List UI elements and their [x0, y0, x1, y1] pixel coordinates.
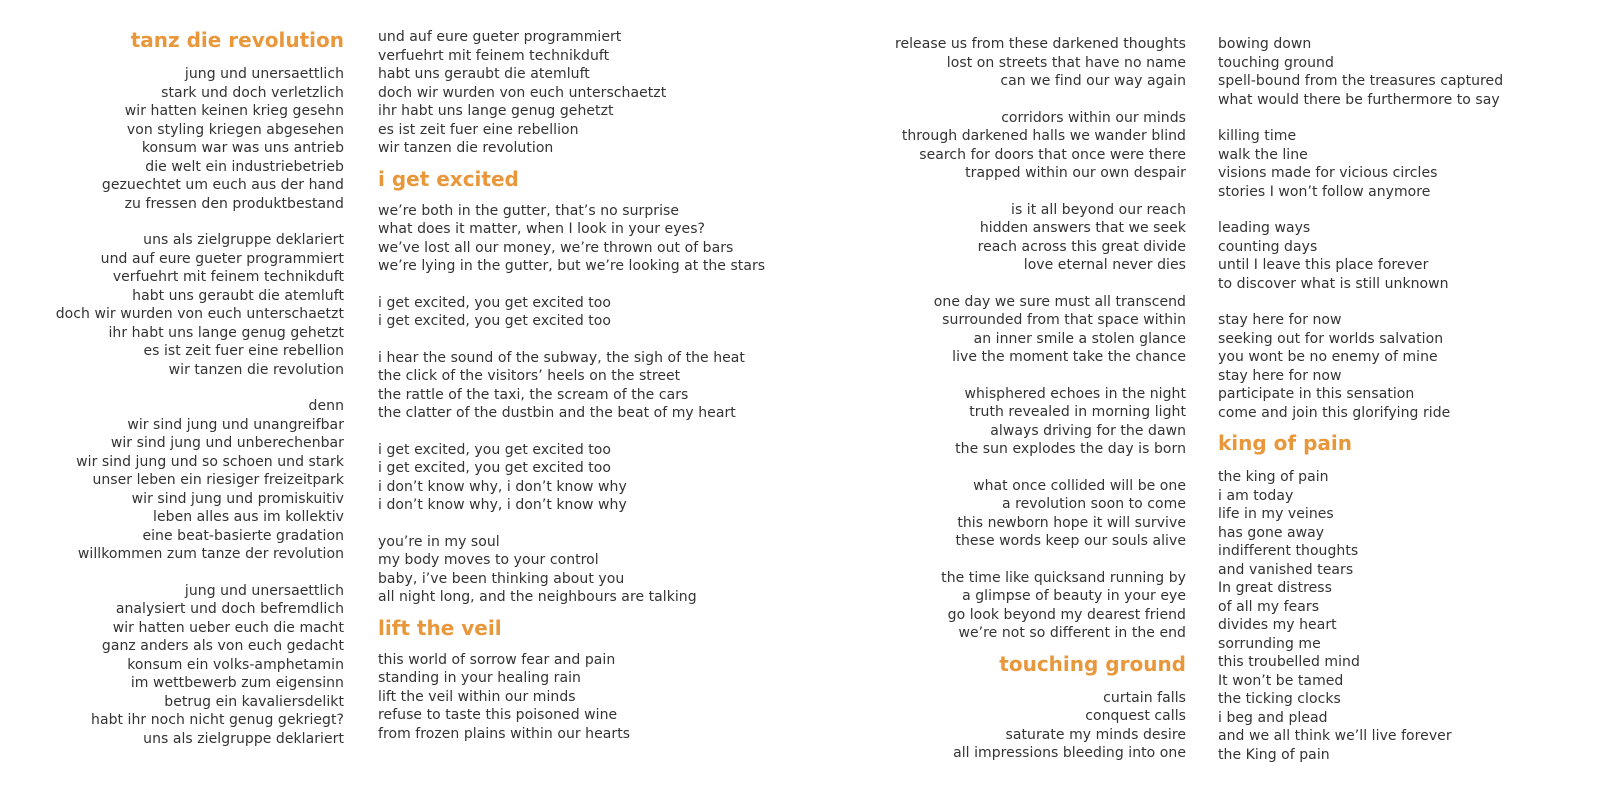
stanza: [378, 533, 818, 607]
lyric-line: wir sind jung und so schoen und stark: [76, 453, 344, 470]
lyric-line: wir hatten keinen krieg gesehn: [124, 103, 344, 119]
stanza: [860, 569, 1186, 643]
lyric-line: unser leben ein riesiger freizeitpark: [92, 472, 344, 488]
lyric-line: standing in your healing rain: [378, 670, 581, 686]
lyric-line: we’re both in the gutter, that’s no surprise: [378, 202, 680, 219]
lyric-line: an inner smile a stolen glance: [973, 330, 1186, 347]
lyric-line: of all my fears: [1218, 598, 1320, 615]
stanza: [860, 201, 1186, 275]
stanza: [40, 231, 344, 379]
lyric-line: corridors within our minds: [1001, 109, 1186, 126]
lyric-line: i beg and plead: [1218, 709, 1328, 726]
lyric-line: search for doors that once were there: [919, 146, 1186, 163]
lyric-line: doch wir wurden von euch unterschaetzt: [378, 84, 667, 101]
lyric-line: bowing down: [1218, 36, 1312, 52]
lyric-line: love eternal never dies: [1023, 257, 1186, 273]
lyric-line: all impressions bleeding into one: [953, 745, 1186, 761]
lyric-line: curtain falls: [1103, 689, 1186, 706]
lyric-line: and we all think we’ll live forever: [1218, 728, 1452, 744]
lyric-line: divides my heart: [1218, 617, 1337, 633]
lyric-line: truth revealed in morning light: [969, 404, 1186, 420]
lyric-line: killing time: [1218, 128, 1297, 144]
lyric-line: i get excited, you get excited too: [378, 441, 612, 458]
lyric-line: this newborn hope it will survive: [957, 514, 1186, 531]
lyric-line: release us from these darkened thoughts: [894, 36, 1186, 52]
lyric-line: what does it matter, when I look in your eyes?: [378, 221, 706, 237]
song-title-i-get-excited: i get excited: [378, 166, 519, 191]
lyric-line: we’re not so different in the end: [958, 625, 1186, 641]
stanza: [40, 65, 344, 213]
lyric-line: life in my veines: [1218, 506, 1334, 522]
lyric-line: live the moment take the chance: [952, 349, 1186, 365]
lyric-line: visions made for vicious circles: [1218, 165, 1438, 181]
lyric-line: spell-bound from the treasures captured: [1218, 73, 1504, 89]
lyric-line: seeking out for worlds salvation: [1218, 330, 1444, 347]
lyric-line: uns als zielgruppe deklariert: [143, 232, 344, 248]
stanza: [378, 349, 818, 423]
lyric-line: leading ways: [1218, 220, 1311, 236]
lyric-line: the ticking clocks: [1218, 691, 1341, 707]
lyric-line: lost on streets that have no name: [946, 54, 1186, 71]
lyric-line: i get excited, you get excited too: [378, 460, 612, 476]
lyric-line: the clatter of the dustbin and the beat of my heart: [378, 405, 736, 421]
stanza: [378, 294, 818, 331]
stanza: [1218, 311, 1588, 422]
lyric-line: betrug ein kavaliersdelikt: [164, 693, 344, 710]
lyric-line: analysiert und doch befremdlich: [115, 601, 344, 617]
stanza: [1218, 35, 1588, 109]
lyric-line: wir sind jung und unberechenbar: [110, 435, 344, 451]
lyric-line: habt uns geraubt die atemluft: [378, 66, 590, 82]
lyric-line: es ist zeit fuer eine rebellion: [378, 121, 579, 138]
lyric-line: sorrunding me: [1218, 635, 1321, 652]
lyric-line: ganz anders als von euch gedacht: [101, 638, 344, 654]
lyric-line: gezuechtet um euch aus der hand: [101, 177, 344, 193]
stanza: [378, 651, 818, 744]
lyric-line: eine beat-basierte gradation: [142, 527, 344, 544]
lyric-line: go look beyond my dearest friend: [947, 606, 1186, 623]
lyric-line: walk the line: [1218, 146, 1308, 163]
lyric-line: i hear the sound of the subway, the sigh of the heat: [378, 349, 745, 366]
lyric-line: the king of pain: [1218, 469, 1329, 485]
stanza: [860, 689, 1186, 763]
lyrics-column-3: [860, 35, 1186, 763]
song-title-touching-ground: touching ground: [999, 651, 1186, 676]
lyric-line: you’re in my soul: [378, 533, 500, 550]
lyric-line: until I leave this place forever: [1218, 257, 1429, 273]
lyric-line: always driving for the dawn: [990, 422, 1186, 439]
lyric-line: uns als zielgruppe deklariert: [143, 730, 344, 747]
lyric-line: i am today: [1218, 487, 1294, 504]
lyric-line: wir sind jung und unangreifbar: [127, 416, 344, 433]
stanza: [1218, 127, 1588, 201]
lyric-line: refuse to taste this poisoned wine: [378, 707, 618, 723]
lyric-line: jung und unersaettlich: [184, 66, 344, 82]
lyric-line: konsum ein volks-amphetamin: [127, 656, 344, 673]
lyric-line: konsum war was uns antrieb: [141, 140, 344, 156]
lyric-line: wir sind jung und promiskuitiv: [131, 490, 344, 507]
lyric-line: surrounded from that space within: [942, 312, 1186, 328]
lyric-line: von styling kriegen abgesehen: [126, 121, 344, 138]
song-title-lift-the-veil: lift the veil: [378, 615, 502, 640]
lyric-line: stay here for now: [1218, 312, 1342, 328]
lyric-line: i get excited, you get excited too: [378, 313, 612, 329]
lyric-line: has gone away: [1218, 524, 1325, 541]
stanza: [40, 582, 344, 749]
lyric-line: one day we sure must all transcend: [933, 293, 1186, 310]
lyric-line: all night long, and the neighbours are talking: [378, 589, 697, 605]
lyric-line: willkommen zum tanze der revolution: [77, 546, 344, 562]
lyric-line: im wettbewerb zum eigensinn: [130, 675, 344, 691]
lyric-line: the time like quicksand running by: [941, 569, 1186, 586]
lyric-line: i get excited, you get excited too: [378, 294, 612, 311]
stanza: [1218, 468, 1588, 764]
lyric-line: und auf eure gueter programmiert: [378, 29, 622, 45]
lyric-line: verfuehrt mit feinem technikduft: [378, 47, 610, 64]
stanza: [860, 385, 1186, 459]
lyric-line: stay here for now: [1218, 367, 1342, 384]
lyric-line: stark und doch verletzlich: [161, 84, 344, 101]
lyric-line: stories I won’t follow anymore: [1218, 183, 1431, 200]
lyric-line: es ist zeit fuer eine rebellion: [143, 343, 344, 359]
song-title-tanz-die-revolution: tanz die revolution: [130, 28, 344, 52]
lyric-line: jung und unersaettlich: [184, 582, 344, 599]
lyric-line: the sun explodes the day is born: [955, 441, 1186, 457]
lyric-line: ihr habt uns lange genug gehetzt: [378, 103, 614, 119]
lyric-line: can we find our way again: [1000, 73, 1186, 89]
lyric-line: saturate my minds desire: [1005, 726, 1186, 743]
lyric-line: to discover what is still unknown: [1218, 275, 1449, 292]
lyric-line: die welt ein industriebetrieb: [145, 158, 344, 175]
lyric-line: baby, i’ve been thinking about you: [378, 570, 625, 587]
lyric-line: this troubelled mind: [1218, 654, 1360, 670]
lyric-line: und auf eure gueter programmiert: [100, 250, 344, 267]
lyric-line: what once collided will be one: [973, 477, 1186, 494]
lyric-line: lift the veil within our minds: [378, 688, 576, 705]
stanza: [860, 35, 1186, 91]
lyric-line: zu fressen den produktbestand: [124, 195, 344, 212]
lyric-line: these words keep our souls alive: [955, 533, 1186, 549]
lyric-line: It won’t be tamed: [1218, 672, 1344, 689]
lyric-line: counting days: [1218, 238, 1318, 255]
lyric-line: we’re lying in the gutter, but we’re looking at the stars: [378, 258, 766, 274]
lyric-line: we’ve lost all our money, we’re thrown out of bars: [378, 239, 734, 256]
lyric-line: reach across this great divide: [977, 238, 1186, 255]
song-title-king-of-pain: king of pain: [1218, 431, 1352, 455]
lyric-line: i don’t know why, i don’t know why: [378, 478, 627, 495]
stanza: [860, 293, 1186, 367]
lyric-line: In great distress: [1218, 580, 1332, 596]
lyric-line: doch wir wurden von euch unterschaetzt: [55, 306, 344, 322]
lyric-line: participate in this sensation: [1218, 386, 1415, 402]
lyric-line: habt ihr noch nicht genug gekriegt?: [91, 712, 344, 728]
lyric-line: wir hatten ueber euch die macht: [112, 619, 344, 636]
stanza: [378, 28, 818, 158]
stanza: [1218, 219, 1588, 293]
lyric-line: whisphered echoes in the night: [964, 385, 1186, 402]
lyric-line: wir tanzen die revolution: [168, 361, 344, 378]
lyrics-column-2: [378, 28, 818, 743]
stanza: [40, 397, 344, 564]
lyric-line: i don’t know why, i don’t know why: [378, 497, 627, 513]
stanza: [378, 202, 818, 276]
stanza: [860, 477, 1186, 551]
lyric-line: the click of the visitors’ heels on the street: [378, 368, 681, 384]
lyric-line: verfuehrt mit feinem technikduft: [112, 269, 344, 285]
lyric-line: indifferent thoughts: [1218, 543, 1359, 559]
lyric-line: my body moves to your control: [378, 552, 599, 568]
lyrics-column-1: [40, 27, 344, 748]
lyric-line: what would there be furthermore to say: [1218, 91, 1500, 108]
lyric-line: trapped within our own despair: [965, 165, 1186, 181]
lyric-line: a glimpse of beauty in your eye: [962, 588, 1186, 604]
lyric-line: leben alles aus im kollektiv: [153, 509, 344, 525]
lyric-line: ihr habt uns lange genug gehetzt: [108, 324, 344, 341]
stanza: [860, 109, 1186, 183]
lyric-line: the rattle of the taxi, the scream of the cars: [378, 386, 689, 403]
lyric-line: a revolution soon to come: [1002, 496, 1186, 512]
lyric-line: from frozen plains within our hearts: [378, 725, 631, 742]
lyric-line: you wont be no enemy of mine: [1218, 349, 1438, 365]
lyric-line: and vanished tears: [1218, 561, 1354, 578]
lyric-line: habt uns geraubt die atemluft: [132, 287, 344, 304]
lyric-line: come and join this glorifying ride: [1218, 404, 1451, 421]
lyric-line: is it all beyond our reach: [1011, 201, 1186, 218]
stanza: [378, 441, 818, 515]
lyric-line: conquest calls: [1085, 708, 1186, 724]
lyric-line: through darkened halls we wander blind: [901, 128, 1186, 144]
lyric-line: wir tanzen die revolution: [378, 140, 554, 156]
lyric-line: the King of pain: [1218, 746, 1330, 763]
lyric-line: hidden answers that we seek: [979, 220, 1186, 236]
lyrics-column-4: [1218, 35, 1588, 764]
lyric-line: denn: [308, 398, 344, 414]
lyric-line: touching ground: [1218, 54, 1334, 71]
lyric-line: this world of sorrow fear and pain: [378, 651, 616, 668]
